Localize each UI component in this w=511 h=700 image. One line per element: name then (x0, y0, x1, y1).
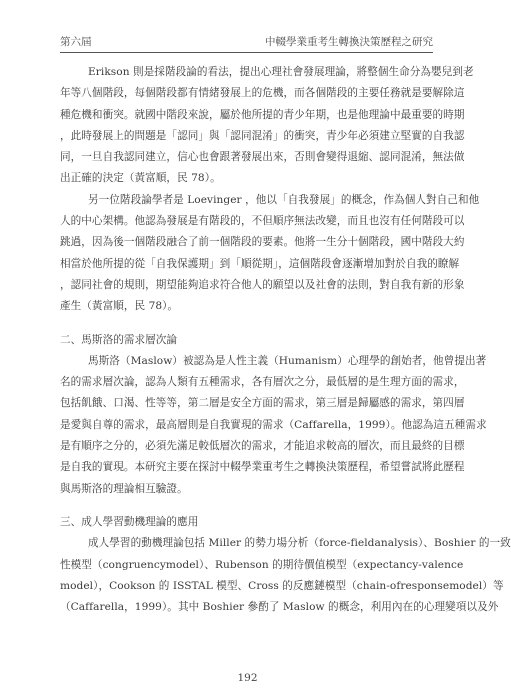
text-line: 跳過，因為後一個階段融合了前一個階段的要素。他將一生分十個階段，國中階段大約 (60, 236, 465, 249)
text-line: 是自我的實現。本研究主要在探討中輟學業重考生之轉換決策歷程，希望嘗試將此歷程 (60, 461, 465, 474)
header-divider (60, 52, 433, 53)
text-line: 馬斯洛（Maslow）被認為是人性主義（Humanism）心理學的創始者，他曾提出著 (88, 354, 487, 367)
header-conference: 第六屆 (60, 36, 92, 48)
text-line: model），Cookson 的 ISSTAL 模型、Cross 的反應鏈模型（chain-ofresponsemodel）等 (60, 579, 504, 592)
text-line: 同，一旦自我認同建立，信心也會跟著發展出來，否則會變得退縮、認同混淆，無法做 (60, 151, 465, 164)
section-heading: 二、馬斯洛的需求層次論 (60, 333, 178, 346)
page-number: 192 (237, 672, 258, 684)
paragraph-erikson (60, 62, 474, 190)
text-line: 成人學習的動機理論包括 Miller 的勢力場分析（force-fieldanalysis）、Boshier 的一致 (88, 537, 511, 550)
text-line: 出正確的決定（黃富順，民 78）。 (60, 172, 221, 185)
page-body (60, 62, 511, 618)
text-line: 是有順序之分的，必須先滿足較低層次的需求，才能追求較高的層次，而且最終的目標 (60, 440, 465, 453)
text-line: ，此時發展上的問題是「認同」與「認同混淆」的衝突，青少年必須建立堅實的自我認 (60, 129, 465, 142)
header-paper-title: 中輟學業重考生轉換決策歷程之研究 (265, 36, 433, 48)
section-maslow (60, 330, 487, 500)
running-header (60, 30, 433, 50)
text-line: Erikson 則是採階段論的看法，提出心理社會發展理論，將整個生命分為嬰兒到老 (88, 66, 474, 78)
section-adult-learning (60, 512, 511, 618)
text-line: 是愛與自尊的需求，最高層則是自我實現的需求（Caffarella，1999）。他認為這五種需求 (60, 418, 487, 431)
text-line: ，認同社會的規則，期望能夠追求符合他人的願望以及社會的法則，對自我有新的形象 (60, 278, 465, 291)
text-line: 名的需求層次論，認為人類有五種需求，各有層次之分，最低層的是生理方面的需求， (60, 376, 465, 389)
text-line: 產生（黃富順，民 78）。 (60, 300, 179, 313)
text-line: 相當於他所提的從「自我保護期」到「順從期」，這個階段會逐漸增加對於自我的瞭解 (60, 257, 460, 270)
text-line: 年等八個階段，每個階段都有情緒發展上的危機，而各個階段的主要任務就是要解除這 (60, 87, 465, 100)
text-line: 人的中心架構。他認為發展是有階段的，不但順序無法改變，而且也沒有任何階段可以 (60, 215, 465, 228)
text-line: 性模型（congruencymodel）、Rubenson 的期待價值模型（expectancy-valence (60, 558, 464, 571)
paragraph-loevinger (60, 190, 480, 318)
text-line: 包括飢餓、口渴、性等等，第二層是安全方面的需求，第三層是歸屬感的需求，第四層 (60, 397, 465, 410)
text-line: 另一位階段論學者是 Loevinger ，他以「自我發展」的概念，作為個人對自己和他 (88, 193, 480, 206)
section-heading: 三、成人學習動機理論的應用 (60, 515, 199, 528)
text-line: 與馬斯洛的理論相互驗證。 (60, 482, 188, 495)
text-line: （Caffarella，1999）。其中 Boshier 參酌了 Maslow 的概念，利用內在的心理變項以及外 (60, 601, 499, 614)
text-line: 種危機和衝突。就國中階段來說，屬於他所提的青少年期，也是他理論中最重要的時期 (60, 108, 465, 121)
